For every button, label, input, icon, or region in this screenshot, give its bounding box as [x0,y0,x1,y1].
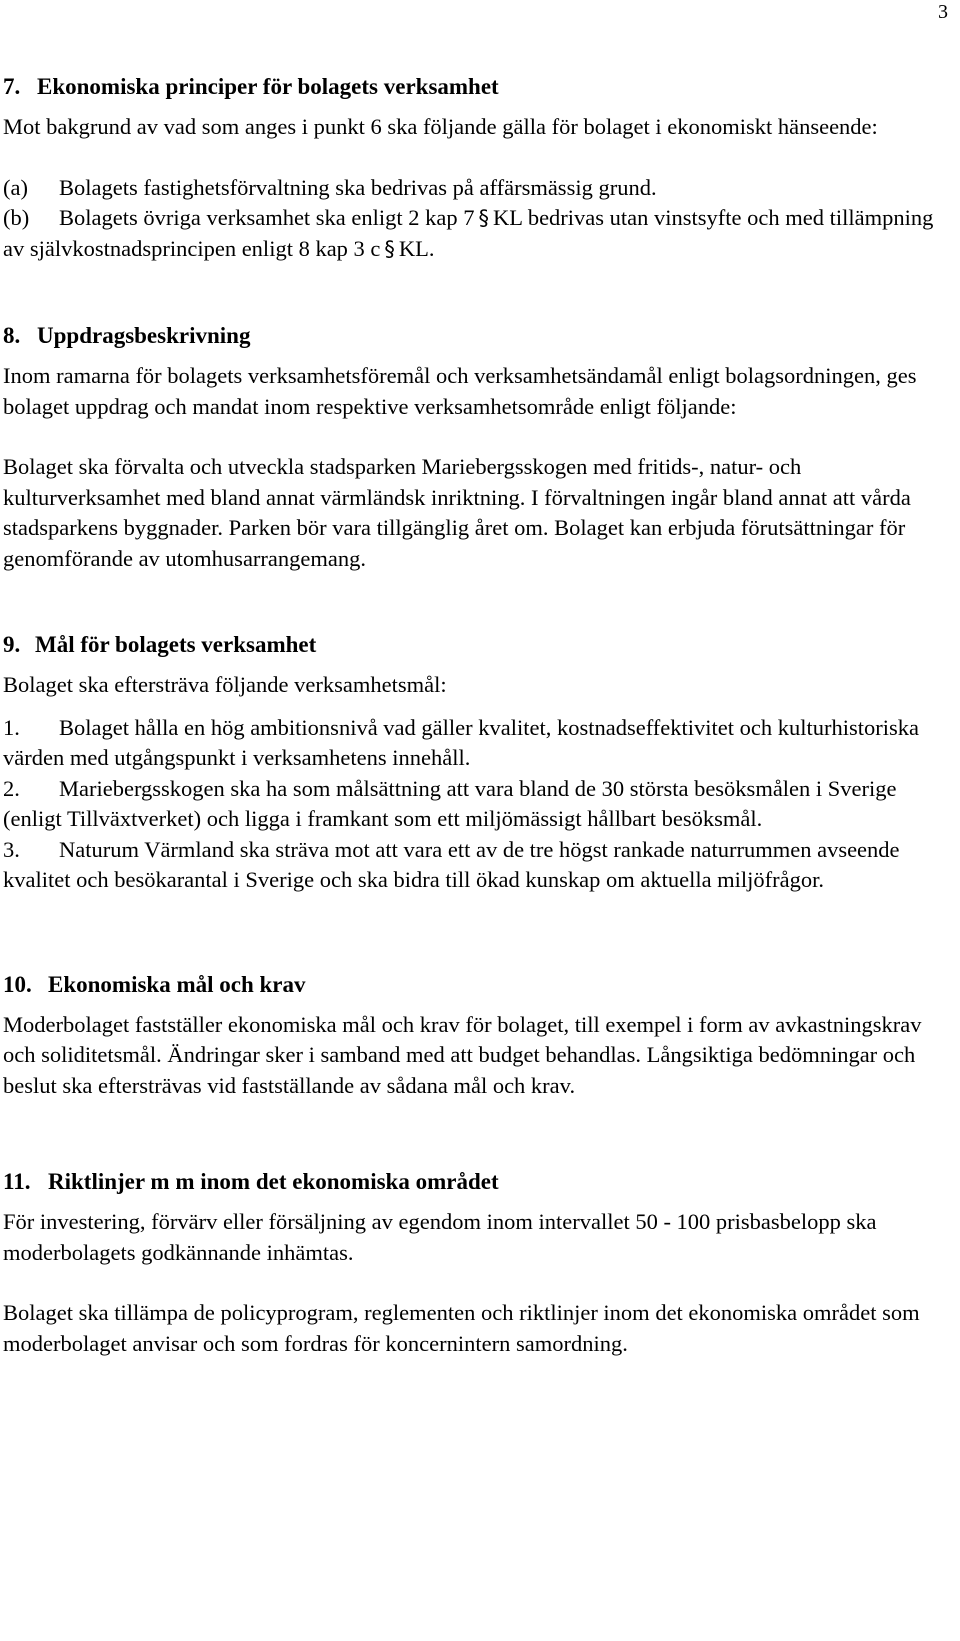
section-10-number: 10. [3,971,32,997]
section-11-number: 11. [3,1169,31,1194]
section-10 [3,970,938,1102]
section-8-heading [3,321,938,351]
section-7-heading [3,72,938,102]
section-sign: § [384,236,395,261]
section-8-number: 8. [3,323,21,348]
section-9-heading [3,630,938,660]
goal-2-marker: 2. [3,775,20,801]
section-8 [3,321,938,574]
goal-item-2 [3,774,938,835]
section-9-title: Mål för bolagets verksamhet [35,632,317,657]
section-7 [3,72,938,264]
section-7-title: Ekonomiska principer för bolagets verksamhet [37,74,499,99]
item-b-text-2: KL bedrivas utan vinstsyfte och med tillämpning av självkostnadsprincipen enligt 8 kap 3 c [3,205,934,261]
section-11 [3,1167,938,1359]
section-9 [3,630,938,896]
section-7-item-b [3,203,938,264]
section-9-intro: Bolaget ska eftersträva följande verksamhetsmål: [3,672,447,697]
goal-2-text: Mariebergsskogen ska ha som målsättning att vara bland de 30 största besöksmålen i Sverige (enligt Tillväxtverket) och ligga i framkant som ett miljömässigt hållbart besöksmål. [3,775,897,831]
section-11-paragraph-2: Bolaget ska tillämpa de policyprogram, reglementen och riktlinjer inom det ekonomiska området som moderbolaget anvisar och som fordras för koncernintern samordning. [3,1300,920,1356]
goal-item-1 [3,713,938,774]
item-b-text-1: Bolagets övriga verksamhet ska enligt 2 kap 7 [59,205,475,230]
section-8-paragraph-1: Inom ramarna för bolagets verksamhetsföremål och verksamhetsändamål enligt bolagsordningen, ges bolaget uppdrag och mandat inom respektive verksamhetsområde enligt följande: [3,363,917,419]
section-7-item-a [3,173,938,204]
section-7-number: 7. [3,74,21,99]
item-b-marker: (b) [3,205,30,230]
section-8-title: Uppdragsbeskrivning [37,323,251,348]
item-a-text: Bolagets fastighetsförvaltning ska bedrivas på affärsmässig grund. [59,174,657,200]
section-11-heading [3,1167,938,1197]
goal-1-text: Bolaget hålla en hög ambitionsnivå vad gäller kvalitet, kostnadseffektivitet och kulturhistoriska värden med utgångspunkt i verksamhetens innehåll. [3,714,920,770]
section-11-title: Riktlinjer m m inom det ekonomiska området [48,1169,499,1194]
document-page [3,72,938,1359]
section-sign: § [478,206,490,230]
item-b-text-3: KL. [398,235,435,261]
goal-3-marker: 3. [3,836,20,862]
item-a-marker: (a) [3,174,28,200]
section-8-paragraph-2: Bolaget ska förvalta och utveckla stadsparken Mariebergsskogen med fritids-, natur- och kulturverksamhet med bland annat värmländsk inriktning. I förvaltningen ingår bland annat att vårda stadsparkens byggnader. Parken bör vara tillgänglig året om. Bolaget kan erbjuda förutsättningar för genomförande av utomhusarrangemang. [3,454,911,571]
section-10-heading [3,970,938,1000]
section-10-title: Ekonomiska mål och krav [48,971,306,997]
section-9-number: 9. [3,632,21,657]
page-number: 3 [938,1,948,23]
goal-item-3 [3,835,938,896]
section-10-paragraph-1: Moderbolaget fastställer ekonomiska mål och krav för bolaget, till exempel i form av avkastningskrav och soliditetsmål. Ändringar sker i samband med att budget behandlas. Långsiktiga bedömningar och beslut ska eftersträvas vid fastställande av sådana mål och krav. [3,1011,922,1098]
section-11-paragraph-1: För investering, förvärv eller försäljning av egendom inom intervallet 50 - 100 prisbasbelopp ska moderbolagets godkännande inhämtas. [3,1209,877,1265]
section-7-intro: Mot bakgrund av vad som anges i punkt 6 ska följande gälla för bolaget i ekonomiskt hänseende: [3,114,878,139]
goal-1-marker: 1. [3,714,20,740]
goal-3-text: Naturum Värmland ska sträva mot att vara ett av de tre högst rankade naturrummen avseende kvalitet och besökarantal i Sverige och ska bidra till ökad kunskap om aktuella miljöfrågor. [3,836,900,892]
